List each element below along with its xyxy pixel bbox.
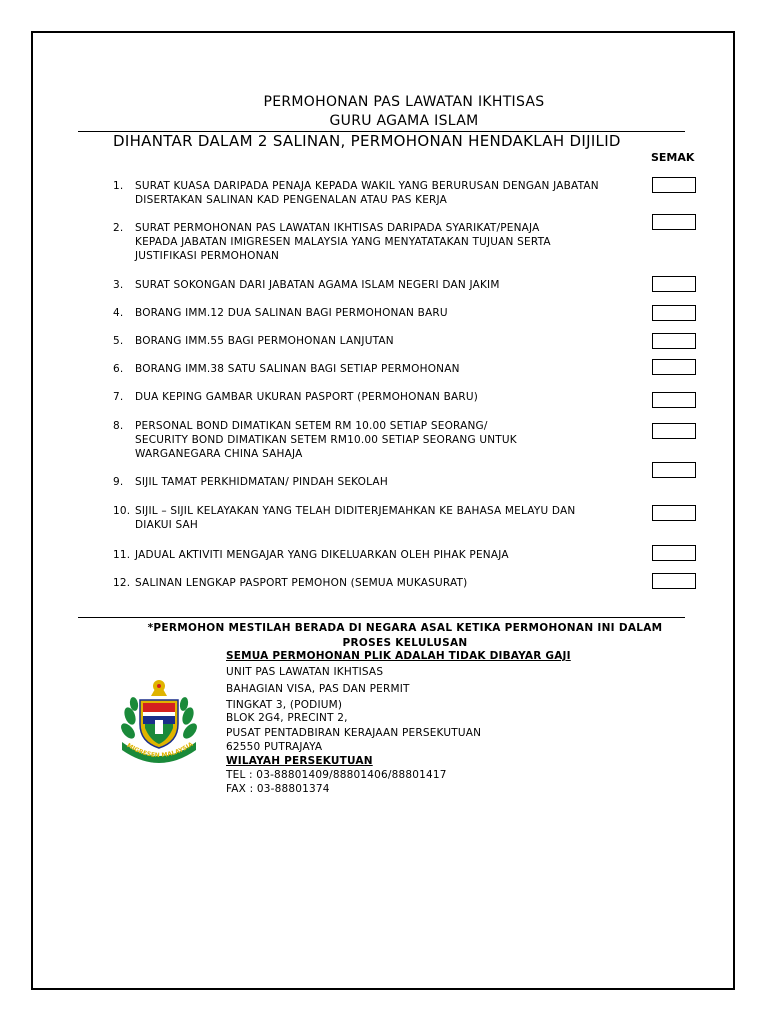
checklist-item	[113, 179, 643, 207]
check-box[interactable]	[652, 305, 696, 321]
item-number: 8.	[113, 420, 124, 432]
item-number: 9.	[113, 476, 124, 488]
svg-text:IMIGRESEN MALAYSIA: MIGRESEN MALAYSIA	[125, 740, 195, 760]
item-text: SALINAN LENGKAP PASPORT PEMOHON (SEMUA MUKASURAT)	[135, 577, 468, 589]
address-line: BLOK 2G4, PRECINT 2,	[226, 712, 348, 724]
item-text: JADUAL AKTIVITI MENGAJAR YANG DIKELUARKAN OLEH PIHAK PENAJA	[135, 549, 509, 561]
telephone: TEL : 03-88801409/88801406/88801417	[226, 769, 447, 781]
applicant-notice: *PERMOHON MESTILAH BERADA DI NEGARA ASAL KETIKA PERMOHONAN INI DALAM PROSES KELULUSAN	[147, 622, 663, 649]
item-text: PERSONAL BOND DIMATIKAN SETEM RM 10.00 SETIAP SEORANG/ SECURITY BOND DIMATIKAN SETEM RM10.00 SETIAP SEORANG UNTUK WARGANEGARA CHINA SAHAJA	[135, 420, 517, 460]
imigresen-crest-logo	[118, 676, 200, 768]
check-box[interactable]	[652, 177, 696, 193]
checklist-item	[113, 221, 643, 263]
address-line: PUSAT PENTADBIRAN KERAJAAN PERSEKUTUAN	[226, 727, 482, 739]
item-text: SURAT SOKONGAN DARI JABATAN AGAMA ISLAM NEGERI DAN JAKIM	[135, 279, 500, 291]
item-text: BORANG IMM.12 DUA SALINAN BAGI PERMOHONAN BARU	[135, 307, 448, 319]
form-title: PERMOHONAN PAS LAWATAN IKHTISAS	[263, 94, 545, 110]
crown-icon	[151, 680, 167, 696]
item-text: SIJIL – SIJIL KELAYAKAN YANG TELAH DIDITERJEMAHKAN KE BAHASA MELAYU DAN DIAKUI SAH	[135, 505, 576, 531]
checklist-item	[113, 504, 643, 532]
check-box[interactable]	[652, 392, 696, 408]
checklist-item	[113, 390, 643, 404]
territory-label: WILAYAH PERSEKUTUAN	[226, 755, 373, 767]
checklist-item	[113, 475, 643, 489]
item-number: 12.	[113, 577, 131, 589]
item-text: BORANG IMM.55 BAGI PERMOHONAN LANJUTAN	[135, 335, 394, 347]
check-column-header: SEMAK	[651, 151, 695, 164]
checklist-item	[113, 334, 643, 348]
item-text: SURAT KUASA DARIPADA PENAJA KEPADA WAKIL YANG BERURUSAN DENGAN JABATAN DISERTAKAN SALINAN KAD PENGENALAN ATAU PAS KERJA	[135, 180, 599, 206]
item-number: 7.	[113, 391, 124, 403]
item-number: 11.	[113, 549, 131, 561]
checklist-item	[113, 306, 643, 320]
checklist-item	[113, 419, 643, 461]
check-box[interactable]	[652, 333, 696, 349]
checklist-item	[113, 548, 643, 562]
check-box[interactable]	[652, 359, 696, 375]
item-number: 1.	[113, 180, 124, 192]
item-number: 3.	[113, 279, 124, 291]
item-text: SURAT PERMOHONAN PAS LAWATAN IKHTISAS DARIPADA SYARIKAT/PENAJA KEPADA JABATAN IMIGRESEN MALAYSIA YANG MENYATATAKAN TUJUAN SERTA JUSTIFIKASI PERMOHONAN	[135, 222, 551, 262]
shield-icon	[140, 700, 178, 748]
fax: FAX : 03-88801374	[226, 783, 330, 795]
submission-instruction: DIHANTAR DALAM 2 SALINAN, PERMOHONAN HENDAKLAH DIJILID	[113, 132, 621, 150]
check-box[interactable]	[652, 505, 696, 521]
checklist-item	[113, 278, 643, 292]
address-line: TINGKAT 3, (PODIUM)	[226, 699, 343, 711]
item-number: 2.	[113, 222, 124, 234]
address-line: 62550 PUTRAJAYA	[226, 741, 323, 753]
check-box[interactable]	[652, 545, 696, 561]
item-number: 10.	[113, 505, 131, 517]
item-text: DUA KEPING GAMBAR UKURAN PASPORT (PERMOHONAN BARU)	[135, 391, 479, 403]
address-line: UNIT PAS LAWATAN IKHTISAS	[226, 666, 384, 678]
address-line: BAHAGIAN VISA, PAS DAN PERMIT	[226, 683, 410, 695]
footer-divider	[78, 617, 685, 618]
item-number: 5.	[113, 335, 124, 347]
checklist-item	[113, 576, 643, 590]
check-box[interactable]	[652, 573, 696, 589]
check-box[interactable]	[652, 423, 696, 439]
check-box[interactable]	[652, 462, 696, 478]
no-pay-note: SEMUA PERMOHONAN PLIK ADALAH TIDAK DIBAYAR GAJI	[226, 650, 571, 662]
form-subtitle: GURU AGAMA ISLAM	[329, 113, 479, 129]
item-number: 4.	[113, 307, 124, 319]
item-number: 6.	[113, 363, 124, 375]
check-box[interactable]	[652, 276, 696, 292]
item-text: SIJIL TAMAT PERKHIDMATAN/ PINDAH SEKOLAH	[135, 476, 388, 488]
checklist-item	[113, 362, 643, 376]
check-box[interactable]	[652, 214, 696, 230]
item-text: BORANG IMM.38 SATU SALINAN BAGI SETIAP PERMOHONAN	[135, 363, 460, 375]
